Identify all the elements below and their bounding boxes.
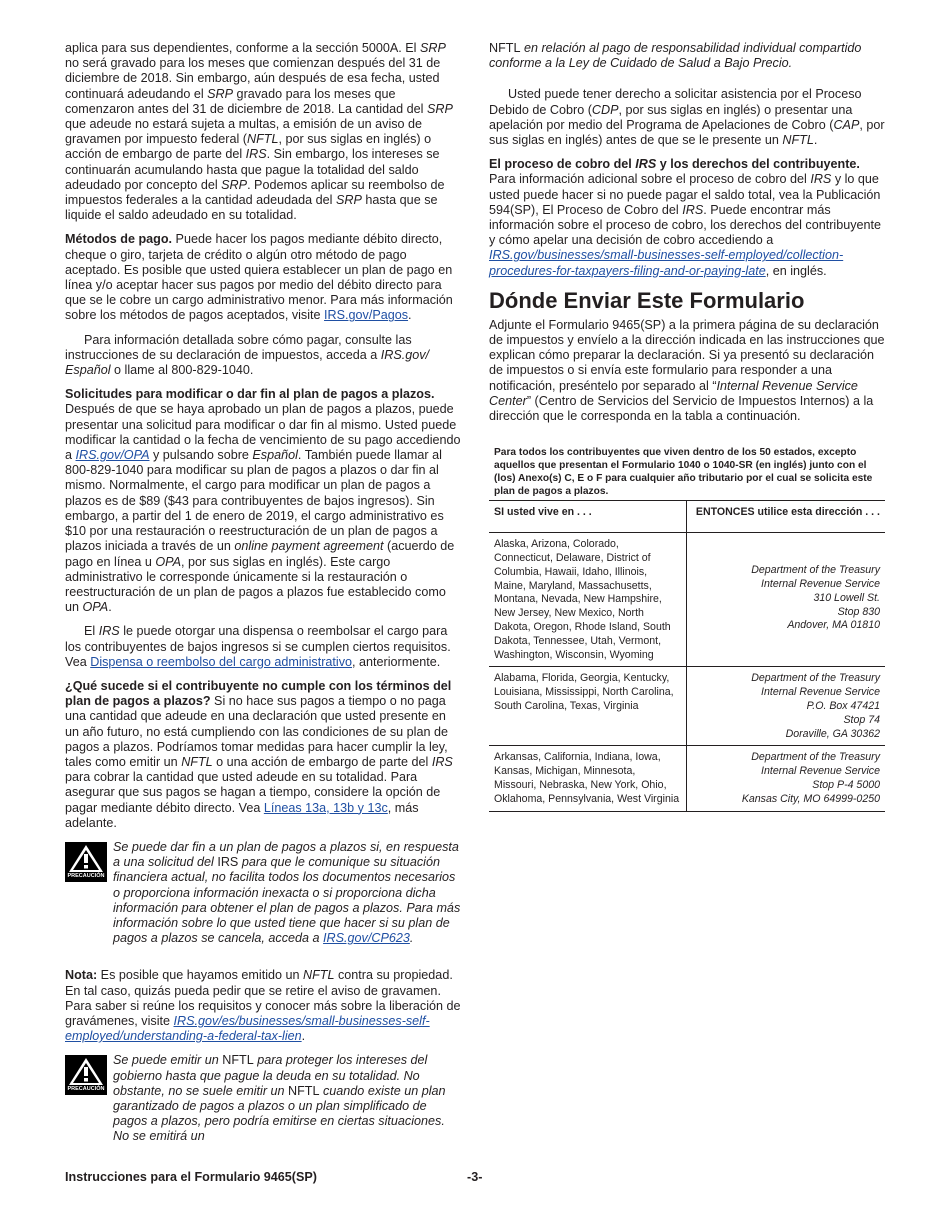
adjunte-paragraph: Adjunte el Formulario 9465(SP) a la primera página de su declaración de impuestos y envíelo a la dirección indicada en las instrucciones que explican cómo preparar la declaración. Si ya presentó su declaración de impuestos o si envía este formulario para responder a una notificación, preséntelo por separado al “Internal Revenue Service Center” (Centro de Servicios del Servicio de Impuestos Internos) a la dirección que le corresponda en la tabla a continuación.: [489, 317, 885, 424]
address-line: Andover, MA 01810: [787, 619, 880, 632]
address-line: Stop P-4 5000: [812, 779, 880, 792]
states-cell: Alaska, Arizona, Colorado, Connecticut, Delaware, District of Columbia, Hawaii, Idaho, Illinois, Maine, Maryland, Massachusetts, Montana, Nevada, New Hampshire, New Jersey, New Mexico, North Dakota, Oregon, Rhode Island, South Dakota, Tennessee, Utah, Vermont, Washington, Wisconsin, Wyoming: [489, 533, 686, 667]
address-line: Department of the Treasury: [751, 564, 880, 577]
address-line: Internal Revenue Service: [761, 578, 880, 591]
collection-procedures-link[interactable]: IRS.gov/businesses/small-businesses-self-employed/collection-procedures-for-taxpayers-filing-and-or-paying-late: [489, 248, 844, 278]
states-cell: Arkansas, California, Indiana, Iowa, Kansas, Michigan, Minnesota, Missouri, Nebraska, New York, Ohio, Oklahoma, Pennsylvania, West Virginia: [489, 746, 686, 811]
address-line: Kansas City, MO 64999-0250: [741, 792, 880, 805]
address-table: [489, 500, 885, 811]
address-line: Internal Revenue Service: [761, 686, 880, 699]
address-line: P.O. Box 47421: [806, 700, 880, 713]
srp-paragraph: aplica para sus dependientes, conforme a la sección 5000A. El SRP no será gravado para los meses que comienzan después del 31 de diciembre de 2018. Sin embargo, aún después de esa fecha, usted continuará adeudando el SRP gravado para los meses que comenzaron antes del 31 de diciembre de 2018. La cantidad del SRP que adeude no estará sujeta a multas, a emisión de un aviso de gravamen por impuesto federal (NFTL, por sus siglas en inglés) o acción de embargo de parte del IRS. Sin embargo, los intereses se continuarán acumulando hasta que pague la totalidad del saldo adeudado por concepto del SRP. Podemos aplicar su reembolso de impuestos federales a la cantidad adeudada del SRP hasta que se liquide el saldo adeudado en su totalidad.: [65, 41, 453, 223]
address-cell: [686, 667, 885, 746]
nftl-continuation: NFTL en relación al pago de responsabilidad individual compartido conforme a la Ley de Cuidado de Salud a Bajo Precio.: [489, 41, 862, 71]
address-line: 310 Lowell St.: [813, 591, 880, 604]
caution-label: PRECAUCIÓN: [67, 872, 105, 879]
footer-title: Instrucciones para el Formulario 9465(SP): [65, 1170, 317, 1184]
address-line: Doraville, GA 30362: [785, 727, 880, 740]
derecho-paragraph: Usted puede tener derecho a solicitar asistencia por el Proceso Debido de Cobro (CDP, por sus siglas en inglés) o presentar una apelación por medio del Programa de Apelaciones de Cobro (CAP, por sus siglas en inglés) antes de que se le presente un NFTL.: [489, 87, 885, 148]
table-row: [489, 667, 885, 746]
metodos-heading: Métodos de pago.: [65, 232, 173, 247]
table-header-states: SI usted vive en . . .: [489, 501, 686, 533]
address-cell: [686, 746, 885, 811]
dispensa-paragraph: El IRS le puede otorgar una dispensa o reembolsar el cargo para los contribuyentes de bajos ingresos si se cumplen ciertos requisitos. Vea Dispensa o reembolso del cargo administrativo, anteriormente.: [65, 624, 451, 669]
caution-icon: [65, 842, 107, 882]
table-row: [489, 533, 885, 667]
caution-icon: [65, 1055, 107, 1095]
solicitudes-heading: Solicitudes para modificar o dar fin al plan de pagos a plazos.: [65, 387, 435, 402]
right-column: [489, 41, 885, 812]
proceso-paragraph: El proceso de cobro del IRS y los derechos del contribuyente. Para información adicional sobre el proceso de cobro del IRS y lo que usted puede hacer si no puede pagar el saldo total, vea la Publicación 594(SP), El Proceso de Cobro del IRS. Puede encontrar más información sobre el proceso de cobro, los derechos del contribuyente y cómo apelar una decisión de cobro accediendo a IRS.gov/businesses/small-businesses-self-employed/collection-procedures-for-taxpayers-filing-and-or-paying-late, en inglés.: [489, 157, 882, 278]
dispensa-link[interactable]: Dispensa o reembolso del cargo administrativo: [90, 654, 353, 669]
table-header-address: ENTONCES utilice esta dirección . . .: [686, 501, 885, 533]
caution-note-2: [65, 1053, 461, 1144]
address-line: Internal Revenue Service: [761, 765, 880, 778]
caution-note-1: [65, 840, 461, 946]
caution-text-2: Se puede emitir un NFTL para proteger los intereses del gobierno hasta que pague la deuda en su totalidad. No obstante, no se suele emitir un NFTL cuando existe un plan garantizado de pagos a plazos o un plan simplificado de pagos a plazos, pero podría emitirse en ciertas situaciones. No se emitirá un: [113, 1053, 446, 1144]
caution-label: PRECAUCIÓN: [67, 1086, 105, 1093]
left-column: [65, 41, 461, 1154]
address-line: Stop 830: [837, 605, 880, 618]
tax-lien-link[interactable]: IRS.gov/es/businesses/small-businesses-self-employed/understanding-a-federal-tax-lien: [65, 1013, 430, 1044]
que-sucede-paragraph: ¿Qué sucede si el contribuyente no cumple con los términos del plan de pagos a plazos? Si no hace sus pagos a tiempo o no paga una cantidad que adeude en una declaración que usted presente en un año futuro, no está cumpliendo con las condiciones de su plan de pagos a plazos. Podríamos tomar medidas para hacer cumplir la ley, tales como emitir un NFTL o una acción de embargo de parte del IRS para cobrar la cantidad que usted adeude en su totalidad. Para asegurar que sus pagos se hagan a tiempo, considere la opción de pagar mediante débito directo. Vea Líneas 13a, 13b y 13c, más adelante.: [65, 678, 453, 830]
solicitudes-paragraph: Solicitudes para modificar o dar fin al plan de pagos a plazos. Después de que se haya aprobado un plan de pagos a plazos, puede presentar una solicitud para modificar o dar fin al mismo. Usted puede modificar la cantidad o la fecha de vencimiento de su pago accediendo a IRS.gov/OPA y pulsando sobre Español. También puede llamar al 800-829-1040 para modificar su plan de pagos a plazos o dar fin al mismo. Normalmente, el cargo para modificar un plan de pagos a plazos es de $89 ($43 para contribuyentes de bajos ingresos). Sin embargo, a partir del 1 de enero de 2019, el cargo administrativo es $10 por una restauración o reestructuración de un plan de pagos a plazos iniciada a través de un online payment agreement (acuerdo de pago en línea u OPA, por sus siglas en inglés). Este cargo administrativo le corresponde únicamente si la restauración o reestructuración de un plan de pagos a plazos fue establecido como un OPA.: [65, 387, 461, 615]
nota-heading: Nota:: [65, 968, 98, 983]
table-caption: Para todos los contribuyentes que viven dentro de los 50 estados, excepto aquellos que presentan el Formulario 1040 o 1040-SR (en inglés) junto con el (los) Anexo(s) C, E o F para cualquier año tributario por el cual se solicita este plan de pagos a plazos.: [494, 447, 873, 498]
info-paragraph: Para información detallada sobre cómo pagar, consulte las instrucciones de su declaración de impuestos, acceda a IRS.gov/ Español o llame al 800-829-1040.: [65, 332, 430, 378]
nota-paragraph: Nota: Es posible que hayamos emitido un NFTL contra su propiedad. En tal caso, quizás pueda pedir que se retire el aviso de gravamen. Para saber si reúne los requisitos y conocer más sobre la liberación de gravámenes, visite IRS.gov/es/businesses/small-businesses-self-employed/understanding-a-federal-tax-lien.: [65, 968, 461, 1044]
address-line: Department of the Treasury: [751, 672, 880, 685]
address-line: Department of the Treasury: [751, 751, 880, 764]
que-sucede-heading: ¿Qué sucede si el contribuyente no cumple con los términos del plan de pagos a plazos?: [65, 678, 452, 709]
section-heading: Dónde Enviar Este Formulario: [489, 287, 805, 313]
address-line: Stop 74: [843, 713, 880, 726]
irs-pagos-link[interactable]: IRS.gov/Pagos: [324, 308, 409, 323]
proceso-heading: El proceso de cobro del IRS y los derechos del contribuyente.: [489, 157, 860, 172]
address-cell: [686, 533, 885, 667]
table-row: [489, 746, 885, 811]
irs-cp623-link[interactable]: IRS.gov/CP623: [323, 931, 410, 946]
irs-opa-link[interactable]: IRS.gov/OPA: [75, 448, 150, 463]
states-cell: Alabama, Florida, Georgia, Kentucky, Louisiana, Mississippi, North Carolina, South Carolina, Texas, Virginia: [489, 667, 686, 746]
table-header-row: [489, 501, 885, 533]
lineas-link[interactable]: Líneas 13a, 13b y 13c: [263, 800, 388, 815]
page-number: -3-: [467, 1170, 483, 1184]
metodos-paragraph: Métodos de pago. Puede hacer los pagos mediante débito directo, cheque o giro, tarjeta de crédito o algún otro método de pago aceptado. Es posible que usted quiera establecer un plan de pago en línea y/o aceptar hacer sus pagos por medio del débito directo para que se le cobre un cargo administrativo menor. Para más información sobre los métodos de pagos aceptados, visite IRS.gov/Pagos.: [65, 232, 453, 323]
caution-text-1: Se puede dar fin a un plan de pagos a plazos si, en respuesta a una solicitud del IRS para que le comunique su situación financiera actual, no facilita todos los documentos necesarios o proporciona información inexacta o si proporciona dicha información para obtener el plan de pagos a plazos. Para más información sobre lo que usted tiene que hacer si su plan de pagos a plazos se cancela, acceda a IRS.gov/CP623.: [113, 839, 461, 946]
